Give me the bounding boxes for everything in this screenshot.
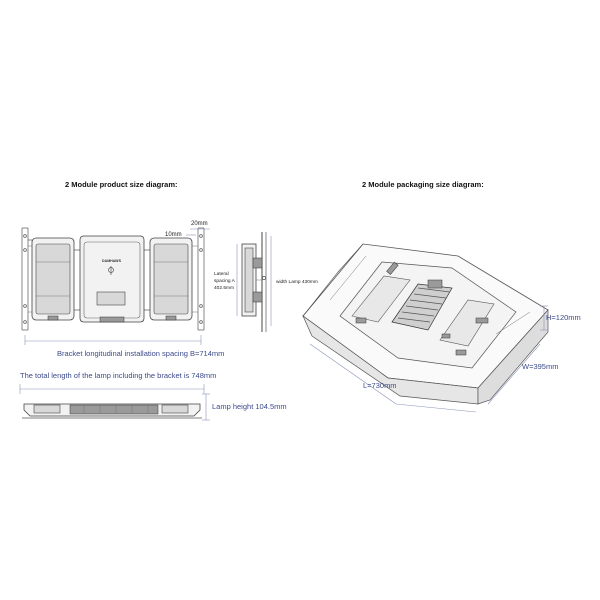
packaging-length-label: L=730mm <box>363 381 397 390</box>
packaging-width-label: W=395mm <box>522 362 559 371</box>
center-driver-body <box>80 236 144 322</box>
left-led-module <box>32 238 74 320</box>
packaging-box <box>303 244 548 404</box>
product-heading: 2 Module product size diagram: <box>65 180 178 189</box>
packaging-height-label: H=120mm <box>546 313 581 322</box>
bracket-spacing-label: Bracket longitudinal installation spacing B=714mm <box>57 349 225 358</box>
lateral-label-1: Lateral <box>214 272 229 277</box>
product-profile-view <box>22 404 202 418</box>
right-bracket <box>192 228 204 330</box>
gap-20mm-label: 20mm <box>191 221 208 227</box>
total-length-dimension <box>20 384 204 394</box>
label-plate <box>97 292 125 305</box>
width-lamp-label: width Lamp 430mm <box>276 280 318 285</box>
brand-logo: DAMHAWS <box>102 259 121 263</box>
product-side-view <box>242 232 266 332</box>
product-front-view <box>22 228 204 330</box>
gap-dimensions <box>165 221 210 238</box>
lamp-height-label: Lamp height 104.5mm <box>212 402 287 411</box>
packaging-heading: 2 Module packaging size diagram: <box>362 180 484 189</box>
total-length-label: The total length of the lamp including the bracket is 748mm <box>20 371 217 380</box>
lateral-label-2: spacing A <box>214 279 235 284</box>
right-led-module <box>150 238 192 320</box>
lamp-height-dimension <box>202 394 210 420</box>
bracket-spacing-dimension <box>25 335 201 345</box>
lateral-label-3: 402.5mm <box>214 286 234 291</box>
gap-10mm-label: 10mm <box>165 232 182 238</box>
